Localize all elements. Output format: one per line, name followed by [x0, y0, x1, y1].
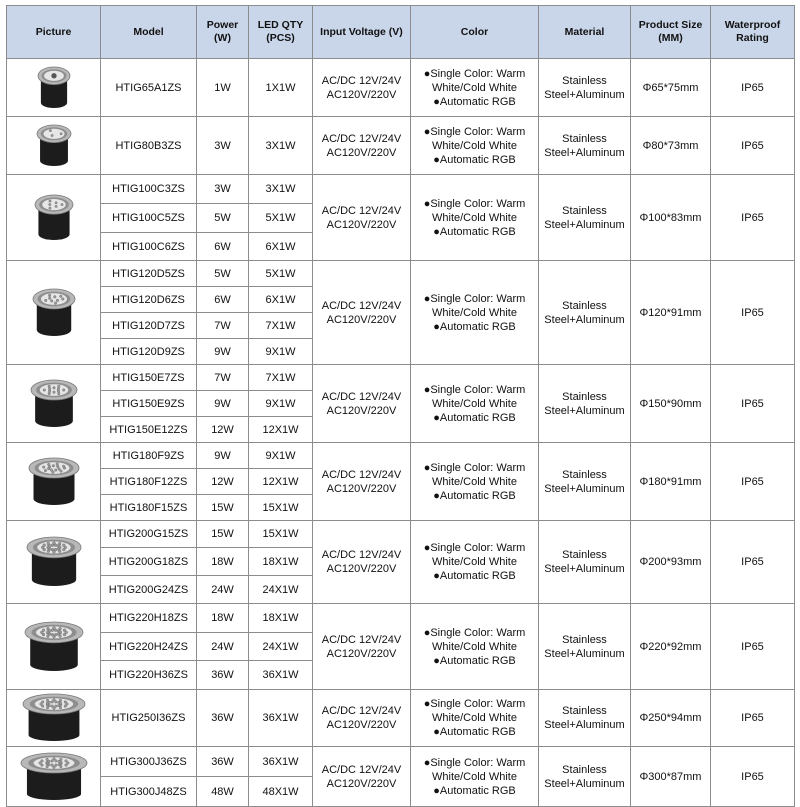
voltage-line-2: AC120V/220V — [326, 482, 397, 495]
model-cell: HTIG180F15ZS — [101, 495, 197, 521]
model-cell: HTIG150E9ZS — [101, 391, 197, 417]
led-qty-cell: 7X1W — [249, 313, 313, 339]
voltage-line-2: AC120V/220V — [326, 777, 397, 790]
spec-table-body — [7, 59, 795, 807]
voltage-line-2: AC120V/220V — [326, 647, 397, 660]
model-cell: HTIG100C3ZS — [101, 175, 197, 204]
header-led-qty: LED QTY (PCS) — [249, 6, 313, 59]
material-line-2: Steel+Aluminum — [544, 719, 625, 731]
color-line-3: ●Automatic RGB — [433, 95, 516, 108]
product-picture-cell — [7, 443, 101, 521]
material-line-2: Steel+Aluminum — [544, 218, 625, 231]
power-cell: 15W — [197, 521, 249, 548]
color-cell — [411, 443, 539, 521]
table-row — [7, 59, 795, 117]
model-cell: HTIG300J48ZS — [101, 777, 197, 807]
voltage-line-1: AC/DC 12V/24V — [321, 468, 402, 481]
header-material: Material — [539, 6, 631, 59]
model-cell: HTIG120D7ZS — [101, 313, 197, 339]
header-product-size: Product Size (MM) — [631, 6, 711, 59]
model-cell: HTIG150E12ZS — [101, 417, 197, 443]
input-voltage-cell — [313, 521, 411, 604]
led-qty-cell: 1X1W — [249, 59, 313, 117]
color-cell — [411, 365, 539, 443]
material-line-1: Stainless — [562, 132, 607, 145]
material-cell — [539, 604, 631, 690]
material-line-2: Steel+Aluminum — [544, 777, 625, 790]
product-picture-cell — [7, 117, 101, 175]
voltage-line-2: AC120V/220V — [326, 88, 397, 101]
color-line-3: ●Automatic RGB — [433, 654, 516, 667]
product-picture-cell — [7, 604, 101, 690]
model-cell: HTIG100C6ZS — [101, 233, 197, 261]
voltage-line-2: AC120V/220V — [326, 146, 397, 159]
power-cell: 5W — [197, 261, 249, 287]
voltage-line-1: AC/DC 12V/24V — [321, 132, 402, 145]
material-line-2: Steel+Aluminum — [544, 482, 625, 495]
color-cell — [411, 261, 539, 365]
product-picture-cell — [7, 175, 101, 261]
model-cell: HTIG180F9ZS — [101, 443, 197, 469]
model-cell: HTIG200G15ZS — [101, 521, 197, 548]
material-cell — [539, 365, 631, 443]
product-size-cell: Φ300*87mm — [631, 747, 711, 807]
color-line-1: ●Single Color: Warm — [423, 383, 526, 396]
input-voltage-cell — [313, 175, 411, 261]
header-model: Model — [101, 6, 197, 59]
power-cell: 9W — [197, 391, 249, 417]
color-line-2: White/Cold White — [432, 211, 517, 224]
underground-light-65mm-image — [37, 66, 71, 110]
color-line-3: ●Automatic RGB — [433, 411, 516, 424]
power-cell: 18W — [197, 548, 249, 576]
led-qty-cell: 48X1W — [249, 777, 313, 807]
led-qty-cell: 24X1W — [249, 633, 313, 661]
model-cell: HTIG220H36ZS — [101, 661, 197, 690]
table-row — [7, 175, 795, 204]
table-row — [7, 747, 795, 777]
material-line-1: Stainless — [562, 549, 607, 561]
product-spec-table — [6, 5, 795, 807]
model-cell: HTIG180F12ZS — [101, 469, 197, 495]
material-cell — [539, 690, 631, 747]
model-cell: HTIG150E7ZS — [101, 365, 197, 391]
product-size-cell: Φ65*75mm — [631, 59, 711, 117]
underground-light-80mm-image — [36, 124, 72, 168]
waterproof-rating-cell: IP65 — [711, 175, 795, 261]
underground-light-120mm-image — [32, 288, 76, 338]
material-line-2: Steel+Aluminum — [544, 404, 625, 417]
led-qty-cell: 24X1W — [249, 576, 313, 604]
material-line-2: Steel+Aluminum — [544, 146, 625, 159]
power-cell: 9W — [197, 443, 249, 469]
color-line-3: ●Automatic RGB — [433, 225, 516, 238]
power-cell: 36W — [197, 690, 249, 747]
power-cell: 12W — [197, 417, 249, 443]
table-row — [7, 117, 795, 175]
power-cell: 24W — [197, 633, 249, 661]
input-voltage-cell — [313, 747, 411, 807]
led-qty-cell: 9X1W — [249, 391, 313, 417]
power-cell: 7W — [197, 365, 249, 391]
model-cell: HTIG120D6ZS — [101, 287, 197, 313]
led-qty-cell: 6X1W — [249, 233, 313, 261]
header-waterproof-rating: Waterproof Rating — [711, 6, 795, 59]
material-line-1: Stainless — [562, 74, 607, 87]
color-line-2: White/Cold White — [432, 770, 517, 783]
led-qty-cell: 9X1W — [249, 443, 313, 469]
model-cell: HTIG80B3ZS — [101, 117, 197, 175]
led-qty-cell: 7X1W — [249, 365, 313, 391]
material-line-1: Stainless — [562, 299, 607, 312]
led-qty-cell: 5X1W — [249, 204, 313, 233]
color-line-3: ●Automatic RGB — [433, 784, 516, 797]
color-line-1: ●Single Color: Warm — [423, 542, 526, 554]
voltage-line-1: AC/DC 12V/24V — [321, 549, 402, 561]
material-cell — [539, 261, 631, 365]
color-line-1: ●Single Color: Warm — [423, 197, 526, 210]
color-cell — [411, 747, 539, 807]
color-line-2: White/Cold White — [432, 397, 517, 410]
waterproof-rating-cell: IP65 — [711, 521, 795, 604]
model-cell: HTIG200G18ZS — [101, 548, 197, 576]
underground-light-150mm-image — [30, 379, 78, 429]
header-color: Color — [411, 6, 539, 59]
product-picture-cell — [7, 521, 101, 604]
power-cell: 36W — [197, 747, 249, 777]
power-cell: 9W — [197, 339, 249, 365]
underground-light-250mm-image — [22, 693, 86, 743]
waterproof-rating-cell: IP65 — [711, 59, 795, 117]
power-cell: 24W — [197, 576, 249, 604]
voltage-line-1: AC/DC 12V/24V — [321, 763, 402, 776]
input-voltage-cell — [313, 690, 411, 747]
input-voltage-cell — [313, 604, 411, 690]
color-line-2: White/Cold White — [432, 556, 517, 568]
color-cell — [411, 175, 539, 261]
color-cell — [411, 521, 539, 604]
waterproof-rating-cell: IP65 — [711, 747, 795, 807]
color-line-2: White/Cold White — [432, 640, 517, 653]
power-cell: 5W — [197, 204, 249, 233]
table-row — [7, 521, 795, 548]
material-line-1: Stainless — [562, 390, 607, 403]
material-cell — [539, 747, 631, 807]
voltage-line-1: AC/DC 12V/24V — [321, 633, 402, 646]
underground-light-300mm-image — [20, 752, 88, 802]
model-cell: HTIG120D9ZS — [101, 339, 197, 365]
material-line-2: Steel+Aluminum — [544, 88, 625, 101]
power-cell: 6W — [197, 287, 249, 313]
material-line-1: Stainless — [562, 204, 607, 217]
power-cell: 6W — [197, 233, 249, 261]
waterproof-rating-cell: IP65 — [711, 261, 795, 365]
power-cell: 48W — [197, 777, 249, 807]
product-size-cell: Φ180*91mm — [631, 443, 711, 521]
product-picture-cell — [7, 261, 101, 365]
led-qty-cell: 36X1W — [249, 690, 313, 747]
color-line-1: ●Single Color: Warm — [423, 756, 526, 769]
color-line-3: ●Automatic RGB — [433, 726, 516, 738]
color-line-3: ●Automatic RGB — [433, 489, 516, 502]
material-line-1: Stainless — [562, 763, 607, 776]
material-line-1: Stainless — [562, 705, 607, 717]
table-row — [7, 365, 795, 391]
color-line-2: White/Cold White — [432, 81, 517, 94]
model-cell: HTIG250I36ZS — [101, 690, 197, 747]
voltage-line-2: AC120V/220V — [326, 719, 397, 731]
underground-light-100mm-image — [34, 194, 74, 242]
led-qty-cell: 9X1W — [249, 339, 313, 365]
input-voltage-cell — [313, 443, 411, 521]
product-picture-cell — [7, 59, 101, 117]
model-cell: HTIG120D5ZS — [101, 261, 197, 287]
table-row — [7, 690, 795, 747]
header-power: Power (W) — [197, 6, 249, 59]
waterproof-rating-cell: IP65 — [711, 690, 795, 747]
underground-light-180mm-image — [28, 457, 80, 507]
product-size-cell: Φ120*91mm — [631, 261, 711, 365]
product-size-cell: Φ80*73mm — [631, 117, 711, 175]
power-cell: 3W — [197, 117, 249, 175]
model-cell: HTIG65A1ZS — [101, 59, 197, 117]
led-qty-cell: 36X1W — [249, 661, 313, 690]
color-cell — [411, 604, 539, 690]
color-cell — [411, 117, 539, 175]
power-cell: 36W — [197, 661, 249, 690]
color-line-2: White/Cold White — [432, 139, 517, 152]
material-line-2: Steel+Aluminum — [544, 647, 625, 660]
product-picture-cell — [7, 747, 101, 807]
led-qty-cell: 12X1W — [249, 417, 313, 443]
power-cell: 12W — [197, 469, 249, 495]
led-qty-cell: 36X1W — [249, 747, 313, 777]
material-cell — [539, 59, 631, 117]
color-line-1: ●Single Color: Warm — [423, 292, 526, 305]
led-qty-cell: 3X1W — [249, 175, 313, 204]
material-cell — [539, 521, 631, 604]
led-qty-cell: 15X1W — [249, 495, 313, 521]
led-qty-cell: 18X1W — [249, 604, 313, 633]
table-row — [7, 261, 795, 287]
led-qty-cell: 18X1W — [249, 548, 313, 576]
voltage-line-2: AC120V/220V — [326, 218, 397, 231]
color-line-1: ●Single Color: Warm — [423, 461, 526, 474]
model-cell: HTIG220H18ZS — [101, 604, 197, 633]
waterproof-rating-cell: IP65 — [711, 443, 795, 521]
voltage-line-1: AC/DC 12V/24V — [321, 390, 402, 403]
voltage-line-1: AC/DC 12V/24V — [321, 299, 402, 312]
product-size-cell: Φ100*83mm — [631, 175, 711, 261]
header-row — [7, 6, 795, 59]
table-row — [7, 443, 795, 469]
input-voltage-cell — [313, 365, 411, 443]
led-qty-cell: 5X1W — [249, 261, 313, 287]
led-qty-cell: 12X1W — [249, 469, 313, 495]
input-voltage-cell — [313, 117, 411, 175]
voltage-line-1: AC/DC 12V/24V — [321, 705, 402, 717]
power-cell: 1W — [197, 59, 249, 117]
color-line-1: ●Single Color: Warm — [423, 67, 526, 80]
power-cell: 7W — [197, 313, 249, 339]
color-cell — [411, 690, 539, 747]
led-qty-cell: 6X1W — [249, 287, 313, 313]
header-picture: Picture — [7, 6, 101, 59]
header-input-voltage: Input Voltage (V) — [313, 6, 411, 59]
color-line-3: ●Automatic RGB — [433, 570, 516, 582]
product-picture-cell — [7, 365, 101, 443]
color-line-3: ●Automatic RGB — [433, 320, 516, 333]
product-size-cell: Φ220*92mm — [631, 604, 711, 690]
color-line-2: White/Cold White — [432, 475, 517, 488]
voltage-line-2: AC120V/220V — [326, 404, 397, 417]
model-cell: HTIG300J36ZS — [101, 747, 197, 777]
material-line-2: Steel+Aluminum — [544, 313, 625, 326]
color-line-3: ●Automatic RGB — [433, 153, 516, 166]
table-row — [7, 604, 795, 633]
waterproof-rating-cell: IP65 — [711, 604, 795, 690]
material-cell — [539, 443, 631, 521]
input-voltage-cell — [313, 261, 411, 365]
material-cell — [539, 117, 631, 175]
voltage-line-2: AC120V/220V — [326, 313, 397, 326]
color-line-1: ●Single Color: Warm — [423, 125, 526, 138]
color-line-2: White/Cold White — [432, 306, 517, 319]
power-cell: 15W — [197, 495, 249, 521]
led-qty-cell: 15X1W — [249, 521, 313, 548]
color-line-1: ●Single Color: Warm — [423, 698, 526, 710]
model-cell: HTIG100C5ZS — [101, 204, 197, 233]
power-cell: 3W — [197, 175, 249, 204]
product-size-cell: Φ250*94mm — [631, 690, 711, 747]
waterproof-rating-cell: IP65 — [711, 117, 795, 175]
material-line-1: Stainless — [562, 633, 607, 646]
underground-light-200mm-image — [26, 536, 82, 588]
model-cell: HTIG220H24ZS — [101, 633, 197, 661]
input-voltage-cell — [313, 59, 411, 117]
voltage-line-2: AC120V/220V — [326, 563, 397, 575]
material-cell — [539, 175, 631, 261]
color-line-1: ●Single Color: Warm — [423, 626, 526, 639]
product-size-cell: Φ200*93mm — [631, 521, 711, 604]
color-cell — [411, 59, 539, 117]
voltage-line-1: AC/DC 12V/24V — [321, 204, 402, 217]
material-line-2: Steel+Aluminum — [544, 563, 625, 575]
voltage-line-1: AC/DC 12V/24V — [321, 74, 402, 87]
waterproof-rating-cell: IP65 — [711, 365, 795, 443]
product-size-cell: Φ150*90mm — [631, 365, 711, 443]
power-cell: 18W — [197, 604, 249, 633]
material-line-1: Stainless — [562, 468, 607, 481]
model-cell: HTIG200G24ZS — [101, 576, 197, 604]
color-line-2: White/Cold White — [432, 712, 517, 724]
product-picture-cell — [7, 690, 101, 747]
led-qty-cell: 3X1W — [249, 117, 313, 175]
underground-light-220mm-image — [24, 621, 84, 673]
